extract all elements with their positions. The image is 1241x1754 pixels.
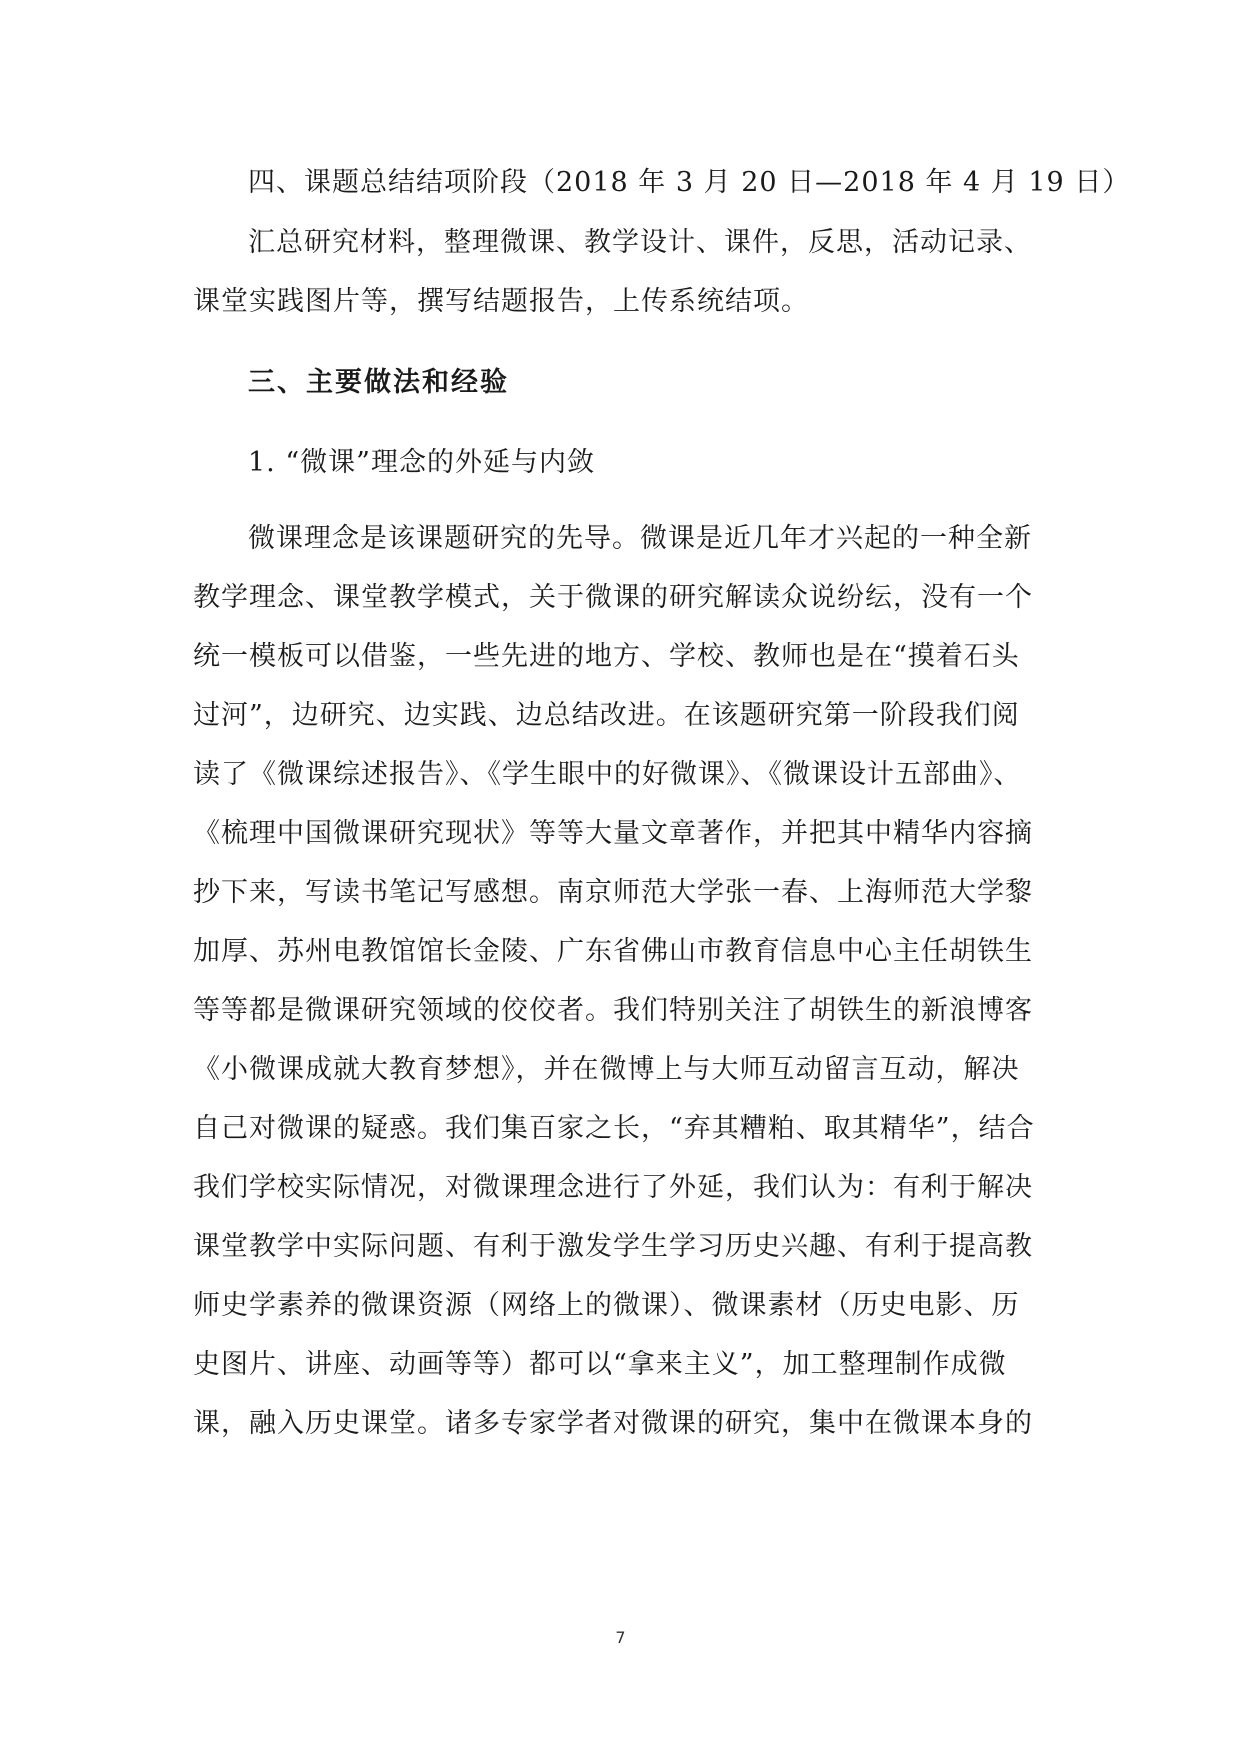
paragraph-line-1: 微课理念是该课题研究的先导。微课是近几年才兴起的一种全新 [248, 523, 1032, 554]
paragraph-line-8: 加厚、苏州电教馆馆长金陵、广东省佛山市教育信息中心主任胡铁生 [193, 936, 1033, 967]
stage4-heading: 四、课题总结结项阶段（2018 年 3 月 20 日—2018 年 4 月 19 日） [248, 167, 1131, 198]
paragraph-line-15: 史图片、讲座、动画等等）都可以“拿来主义”，加工整理制作成微 [193, 1349, 1007, 1380]
paragraph-line-2: 教学理念、课堂教学模式，关于微课的研究解读众说纷纭，没有一个 [193, 582, 1033, 613]
paragraph-line-12: 我们学校实际情况，对微课理念进行了外延，我们认为：有利于解决 [193, 1172, 1033, 1203]
paragraph-line-5: 读了《微课综述报告》、《学生眼中的好微课》、《微课设计五部曲》、 [193, 759, 1022, 790]
paragraph-line-16: 课，融入历史课堂。诸多专家学者对微课的研究，集中在微课本身的 [193, 1408, 1033, 1439]
paragraph-line-13: 课堂教学中实际问题、有利于激发学生学习历史兴趣、有利于提高教 [193, 1231, 1033, 1262]
paragraph-line-3: 统一模板可以借鉴，一些先进的地方、学校、教师也是在“摸着石头 [193, 641, 1020, 672]
stage4-body-line-1: 汇总研究材料，整理微课、教学设计、课件，反思，活动记录、 [248, 227, 1032, 258]
paragraph-line-9: 等等都是微课研究领域的佼佼者。我们特别关注了胡铁生的新浪博客 [193, 995, 1033, 1026]
subheading-1: 1. “微课”理念的外延与内敛 [248, 447, 595, 478]
paragraph-line-14: 师史学素养的微课资源（网络上的微课）、微课素材（历史电影、历 [193, 1290, 1020, 1321]
section-3-heading: 三、主要做法和经验 [248, 367, 509, 398]
paragraph-line-4: 过河”，边研究、边实践、边总结改进。在该题研究第一阶段我们阅 [193, 700, 1020, 731]
paragraph-line-7: 抄下来，写读书笔记写感想。南京师范大学张一春、上海师范大学黎 [193, 877, 1033, 908]
paragraph-line-11: 自己对微课的疑惑。我们集百家之长，“弃其糟粕、取其精华”，结合 [193, 1113, 1035, 1144]
stage4-body-line-2: 课堂实践图片等，撰写结题报告，上传系统结项。 [193, 286, 809, 317]
paragraph-line-6: 《梳理中国微课研究现状》等等大量文章著作，并把其中精华内容摘 [193, 818, 1033, 849]
page-number: 7 [615, 1628, 626, 1647]
paragraph-line-10: 《小微课成就大教育梦想》，并在微博上与大师互动留言互动，解决 [193, 1054, 1020, 1085]
